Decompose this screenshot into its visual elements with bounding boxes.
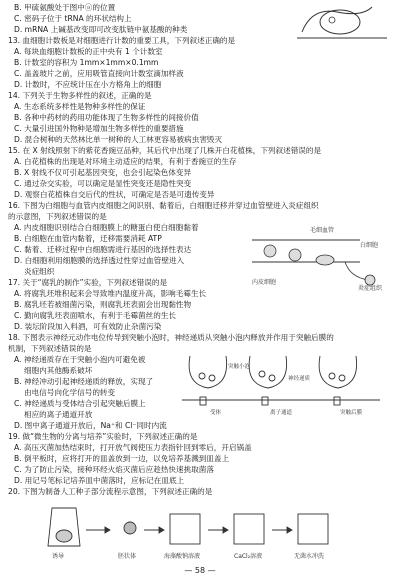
option: D. 装坛阶段加入料酒，可有效防止杂菌污染 [14, 322, 162, 331]
option: A. 每块血细胞计数板的正中央有 1 个计数室 [14, 47, 163, 56]
option: C. 为了防止污染，接种环经火焰灭菌后应趁热快速挑取菌落 [14, 465, 214, 474]
option-cont: 相应的离子通道开放 [24, 410, 93, 419]
option: D. 观察白花植株自交后代的性状，可确定是否是可遗传变异 [14, 190, 215, 199]
option-cont: 炎症组织 [24, 267, 55, 276]
option: C. 勤向腐乳坯表面喷水，有利于毛霉菌丝的生长 [14, 311, 177, 320]
question-16: 16. 下图为白细胞与血管内皮细胞之间识别、黏着后，白细胞迁移并穿过血管壁进入炎症组织 [8, 201, 319, 210]
fig16-label: 白细胞 [360, 242, 379, 249]
fig20-label: 海藻酸钠溶液 [164, 553, 201, 560]
option: A. 白花植株的出现是对环境主动适应的结果，有利于香豌豆的生存 [14, 157, 237, 166]
fig18-label: 受体 [210, 410, 222, 416]
option-cont: 由电信号向化学信号的转变 [24, 388, 116, 397]
option: C. 盖盖玻片之前，应用吸管直接向计数室滴加样液 [14, 69, 184, 78]
text-line: B. 甲硫氨酸处于图中ⓐ的位置 [14, 3, 116, 12]
option: D. 计数时，不应统计压在小方格角上的细胞 [14, 80, 162, 89]
fig18-label: 神经递质 [288, 376, 311, 382]
option: D. 图中离子通道开放后，Na⁺和 Cl⁻同时内流 [14, 421, 167, 430]
question-18-cont: 机制，下列叙述错误的是 [8, 344, 92, 353]
fig16-label: 毛细血管 [310, 227, 335, 234]
fig18-label: 离子通道 [270, 410, 293, 416]
fig18-label: 突触后膜 [340, 410, 363, 416]
question-15: 15. 在 X 射线照射下的紫花香豌豆品种，其后代中出现了几株开白花植株，下列叙述错误的是 [8, 146, 322, 155]
synapse-figure [180, 354, 395, 422]
question-19: 19. 做“微生物的分离与培养”实验时，下列叙述正确的是 [8, 432, 198, 441]
page-number: — 58 — [184, 566, 216, 575]
fig20-label: CaCl₂溶液 [234, 553, 263, 560]
fig20-label: 无菌水冲洗 [294, 553, 325, 560]
fig18-label: 突触小泡 [228, 364, 251, 370]
question-17: 17. 关于“腐乳的制作”实验，下列叙述错误的是 [8, 278, 168, 287]
option: B. X 射线不仅可引起基因突变，也会引起染色体变异 [14, 168, 192, 177]
option: B. 倒平板时，应将打开的皿盖放到一边，以免培养基溅到皿盖上 [14, 454, 230, 463]
question-16-cont: 的示意图，下列叙述错误的是 [8, 212, 107, 221]
text-line: D. mRNA 上碱基改变即可改变肽链中氨基酸的种类 [14, 25, 188, 34]
fig20-label: 胚状体 [118, 553, 137, 560]
option: D. 用记号笔标记培养皿中菌落时，应标记在皿底上 [14, 476, 185, 485]
question-18: 18. 下图表示神经元动作电位传导到突触小泡时，神经递质从突触小泡内释放并作用于突触后膜的 [8, 333, 334, 342]
text-line: C. 密码子位于 tRNA 的环状结构上 [14, 14, 132, 23]
fig20-label: 诱导 [52, 553, 65, 560]
question-13: 13. 血细胞计数板是对细胞进行计数的重要工具，下列叙述正确的是 [8, 36, 236, 45]
option: A. 内皮细胞识别结合白细胞膜上的糖蛋白使白细胞黏着 [14, 223, 199, 232]
option: C. 大量引进国外物种是增加生物多样性的重要措施 [14, 124, 184, 133]
option: A. 将腐乳坯堆积起来会导致堆内温度升高，影响毛霉生长 [14, 289, 207, 298]
option: D. 白细胞利用细胞膜的选择透过性穿过血管壁进入 [14, 256, 185, 265]
option-cont: 细胞内其他酶系破坏 [24, 366, 93, 375]
option: A. 生态系统多样性是物种多样性的保证 [14, 102, 146, 111]
option: B. 腐乳坯若被细菌污染，则腐乳坯表面会出现黏性物 [14, 300, 192, 309]
option: D. 混合树种的天然林比单一树种的人工林更容易被病虫害毁灭 [14, 135, 223, 144]
question-14: 14. 下列关于生物多样性的叙述，正确的是 [8, 91, 152, 100]
option: C. 通过杂交实验，可以确定是显性突变还是隐性突变 [14, 179, 192, 188]
fig16-label: 炎症组织 [358, 285, 383, 292]
option: C. 神经递质与受体结合引起突触后膜上 [14, 399, 146, 408]
option: B. 白细胞在血管内黏着，迁移需要消耗 ATP [14, 234, 162, 243]
option: A. 高压灭菌加热结束时，打开放气阀使压力表指针回到零后，开启锅盖 [14, 443, 252, 452]
artificial-seed-figure [40, 498, 380, 562]
option: B. 神经冲动引起神经递质的释放，实现了 [14, 377, 154, 386]
option: B. 计数室的容积为 1mm×1mm×0.1mm [14, 58, 159, 67]
question-20: 20. 下图为制备人工种子部分流程示意图，下列叙述正确的是 [8, 487, 213, 496]
option: A. 神经递质存在于突触小泡内可避免被 [14, 355, 146, 364]
fig16-label: 内皮细胞 [252, 279, 277, 286]
option: C. 黏着、迁移过程中白细胞需进行基因的选择性表达 [14, 245, 192, 254]
option: B. 各种中药材的药用功能体现了生物多样性的间接价值 [14, 113, 199, 122]
